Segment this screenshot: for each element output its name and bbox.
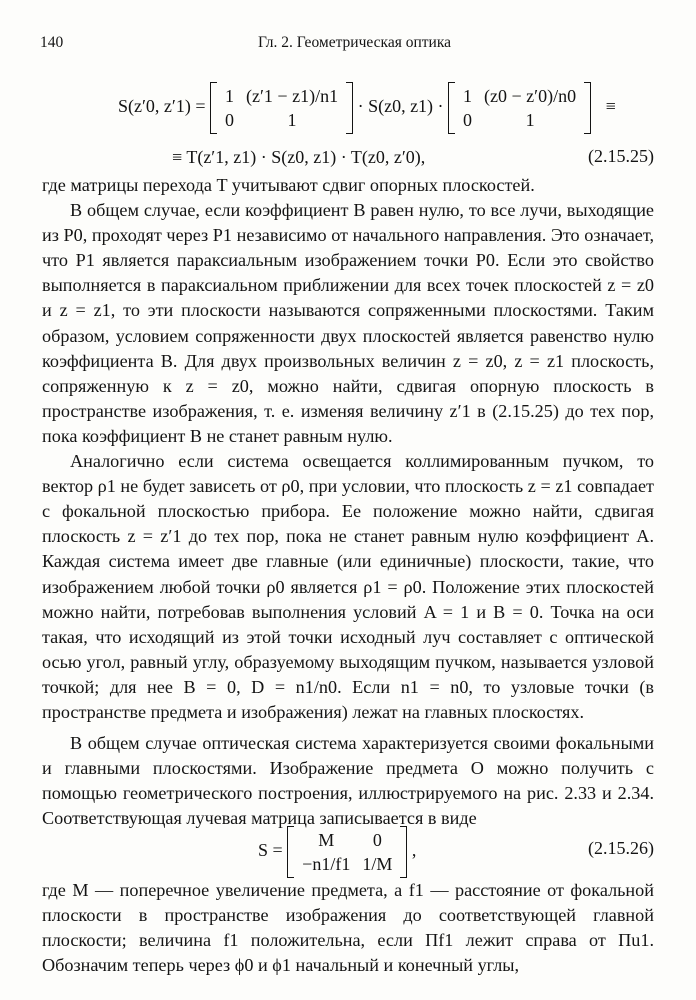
- eq2-tail: ,: [411, 840, 417, 861]
- eq1-middle: · S(z0, z1) ·: [357, 96, 444, 117]
- eq1-lhs: S(z′0, z′1) =: [118, 96, 206, 117]
- m2-r1c2: (z0 − z′0)/n0: [484, 86, 577, 106]
- m1-r2c1: 0: [225, 110, 235, 130]
- paragraph-4: В общем случае оптическая система характеризуется своими фокальными и главными плоскостями. Изображение предмета O можно получить с помощью геометрического построения, иллюстрируемого на рис. 2.33 и 2.34. Соответствующая лучевая матрица записывается в виде: [42, 733, 654, 829]
- eq2-lhs: S =: [258, 840, 283, 861]
- running-header: [40, 34, 656, 54]
- text-block-1: [42, 173, 654, 831]
- s-r1c1: M: [318, 830, 335, 850]
- m2-r1c1: 1: [463, 86, 473, 106]
- ray-matrix: [287, 828, 407, 876]
- s-r2c2: 1/M: [362, 854, 393, 874]
- page-number: 140: [40, 34, 64, 51]
- m1-r1c2: (z′1 − z1)/n1: [246, 86, 339, 106]
- m1-r1c1: 1: [225, 86, 235, 106]
- equation-2-15-25-line1: [0, 84, 696, 132]
- m1-r2c2: 1: [287, 110, 297, 130]
- chapter-title: Гл. 2. Геометрическая оптика: [258, 34, 452, 51]
- m2-r2c1: 0: [463, 110, 473, 130]
- transfer-matrix-1: [210, 84, 353, 132]
- paragraph-3: Аналогично если система освещается коллимированным пучком, то вектор ρ1 не будет зависеть от ρ0, при условии, что плоскость z = z1 совпадает с фокальной плоскостью прибора. Ее положение можно найти, сдвигая плоскость z = z′1 до тех пор, пока не станет равным нулю коэффициент A. Каждая система имеет две главные (или единичные) плоскости, такие, что изображением любой точки ρ0 является ρ1 = ρ0. Положение этих плоскостей можно найти, потребовав выполнения условий A = 1 и B = 0. Точка на оси такая, что исходящий из этой точки исходный луч составляет с оптической осью угол, равный углу, образуемому выходящим пучком, называется узловой точкой; для нее B = 0, D = n1/n0. Если n1 = n0, то узловые точки (в пространстве предмета и изображения) лежат на главных плоскостях.: [42, 451, 654, 722]
- transfer-matrix-2: [448, 84, 591, 132]
- paragraph-2: В общем случае, если коэффициент B равен нулю, то все лучи, выходящие из P0, проходят через P1 независимо от начального направления. Это означает, что P1 является параксиальным изображением точки P0. Если это свойство выполняется в параксиальном приближении для всех точек плоскостей z = z0 и z = z1, то эти плоскости называются сопряженными плоскостями. Таким образом, условием сопряженности двух плоскостей является равенство нулю коэффициента B. Для двух произвольных величин z = z0, z = z1 плоскость, сопряженную к z = z0, можно найти, сдвигая опорную плоскость в пространстве изображения, т. е. изменяя величину z′1 в (2.15.25) до тех пор, пока коэффициент B не станет равным нулю.: [42, 200, 654, 446]
- equation-number-2-15-25: (2.15.25): [588, 146, 654, 166]
- m2-r2c2: 1: [525, 110, 535, 130]
- paragraph-5: где M — поперечное увеличение предмета, а f1 — расстояние от фокальной плоскости в пространстве изображения до соответствующей главной плоскости; величина f1 положительна, если Πf1 лежит справа от Πu1. Обозначим теперь через ϕ0 и ϕ1 начальный и конечный углы,: [42, 880, 654, 976]
- equation-number-2-15-26: (2.15.26): [588, 838, 654, 858]
- s-r1c2: 0: [372, 830, 382, 850]
- eq1-tail: ≡: [605, 96, 616, 117]
- paragraph-1: где матрицы перехода T учитывают сдвиг опорных плоскостей.: [42, 175, 535, 195]
- s-r2c1: −n1/f1: [302, 854, 351, 874]
- text-block-2: [42, 878, 654, 978]
- eq1-line2: ≡ T(z′1, z1) · S(z0, z1) · T(z0, z′0),: [172, 147, 426, 167]
